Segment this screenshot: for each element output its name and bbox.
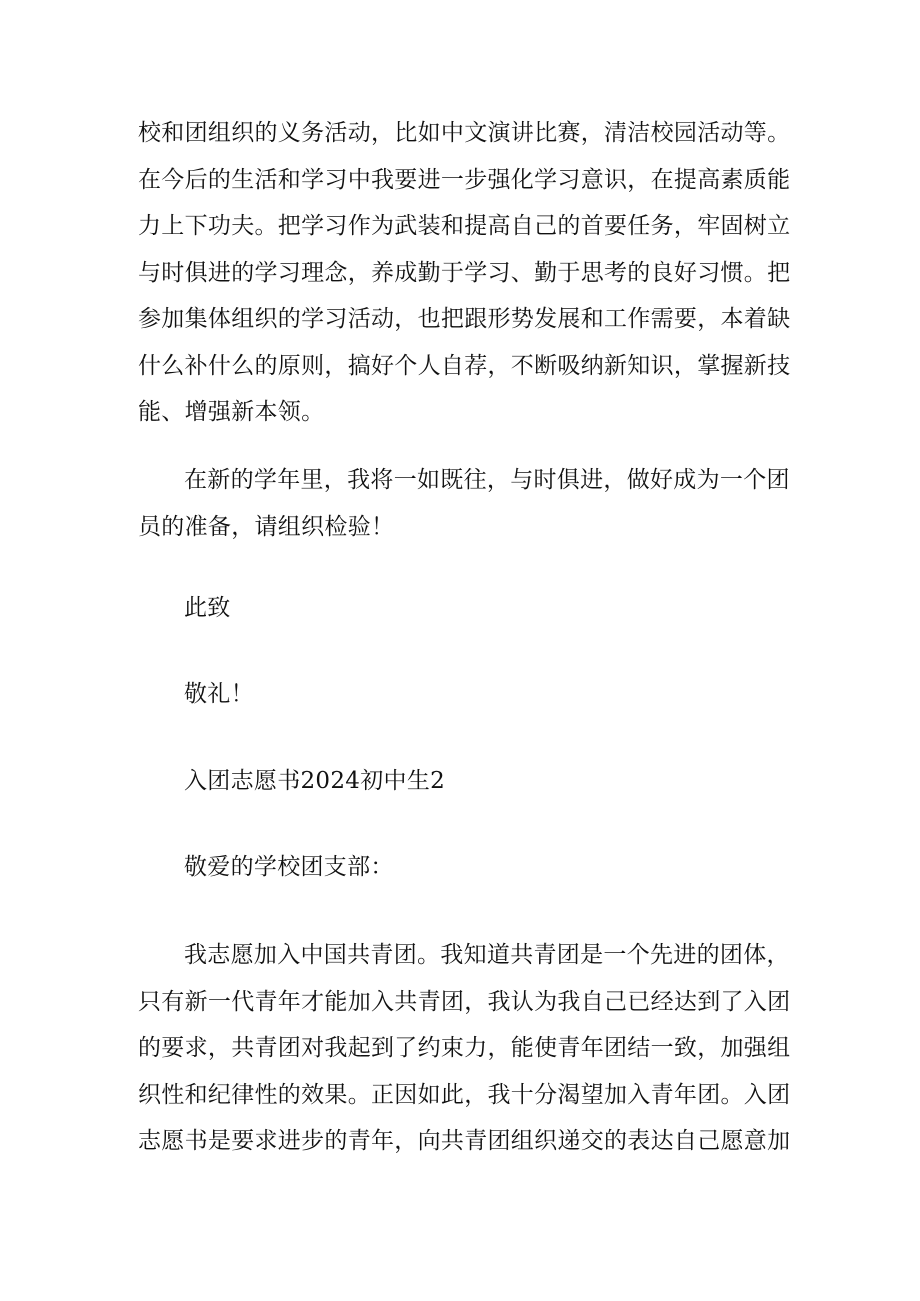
section-title xyxy=(138,758,800,805)
text-line: 能、增强新本领。 xyxy=(138,399,325,425)
closing-phrase xyxy=(138,585,800,632)
paragraph-commitment xyxy=(138,457,800,550)
text-line: 在今后的生活和学习中我要进一步强化学习意识，在提高素质能 xyxy=(138,166,791,193)
salutation xyxy=(138,844,800,891)
text-line: 只有新一代青年才能加入共青团，我认为我自己已经达到了入团 xyxy=(138,988,791,1015)
text-line: 与时俱进的学习理念，养成勤于学习、勤于思考的良好习惯。把 xyxy=(138,259,791,286)
closing-salute xyxy=(138,671,800,718)
text-line: 敬爱的学校团支部： xyxy=(184,854,394,880)
text-line: 员的准备，请组织检验！ xyxy=(138,513,395,540)
text-line: 在新的学年里，我将一如既往，与时俱进，做好成为一个团 xyxy=(184,467,790,493)
text-line: 参加集体组织的学习活动，也把跟形势发展和工作需要，本着缺 xyxy=(138,306,791,332)
text-line: 织性和纪律性的效果。正因如此，我十分渴望加入青年团。入团 xyxy=(138,1081,791,1108)
text-line: 什么补什么的原则，搞好个人自荐，不断吸纳新知识，掌握新技 xyxy=(138,352,791,379)
text-line: 入团志愿书2024初中生2 xyxy=(184,768,446,794)
paragraph-continuation xyxy=(138,110,800,436)
text-line: 校和团组织的义务活动，比如中文演讲比赛，清洁校园活动等。 xyxy=(138,120,791,146)
text-line: 此致 xyxy=(184,595,231,621)
text-line: 我志愿加入中国共青团。我知道共青团是一个先进的团体， xyxy=(184,942,790,968)
text-line: 力上下功夫。把学习作为武装和提高自己的首要任务，牢固树立 xyxy=(138,213,791,239)
paragraph-body xyxy=(138,932,800,1165)
text-line: 志愿书是要求进步的青年，向共青团组织递交的表达自己愿意加 xyxy=(138,1128,791,1154)
text-line: 的要求，共青团对我起到了约束力，能使青年团结一致，加强组 xyxy=(138,1035,791,1061)
text-line: 敬礼！ xyxy=(184,681,254,707)
